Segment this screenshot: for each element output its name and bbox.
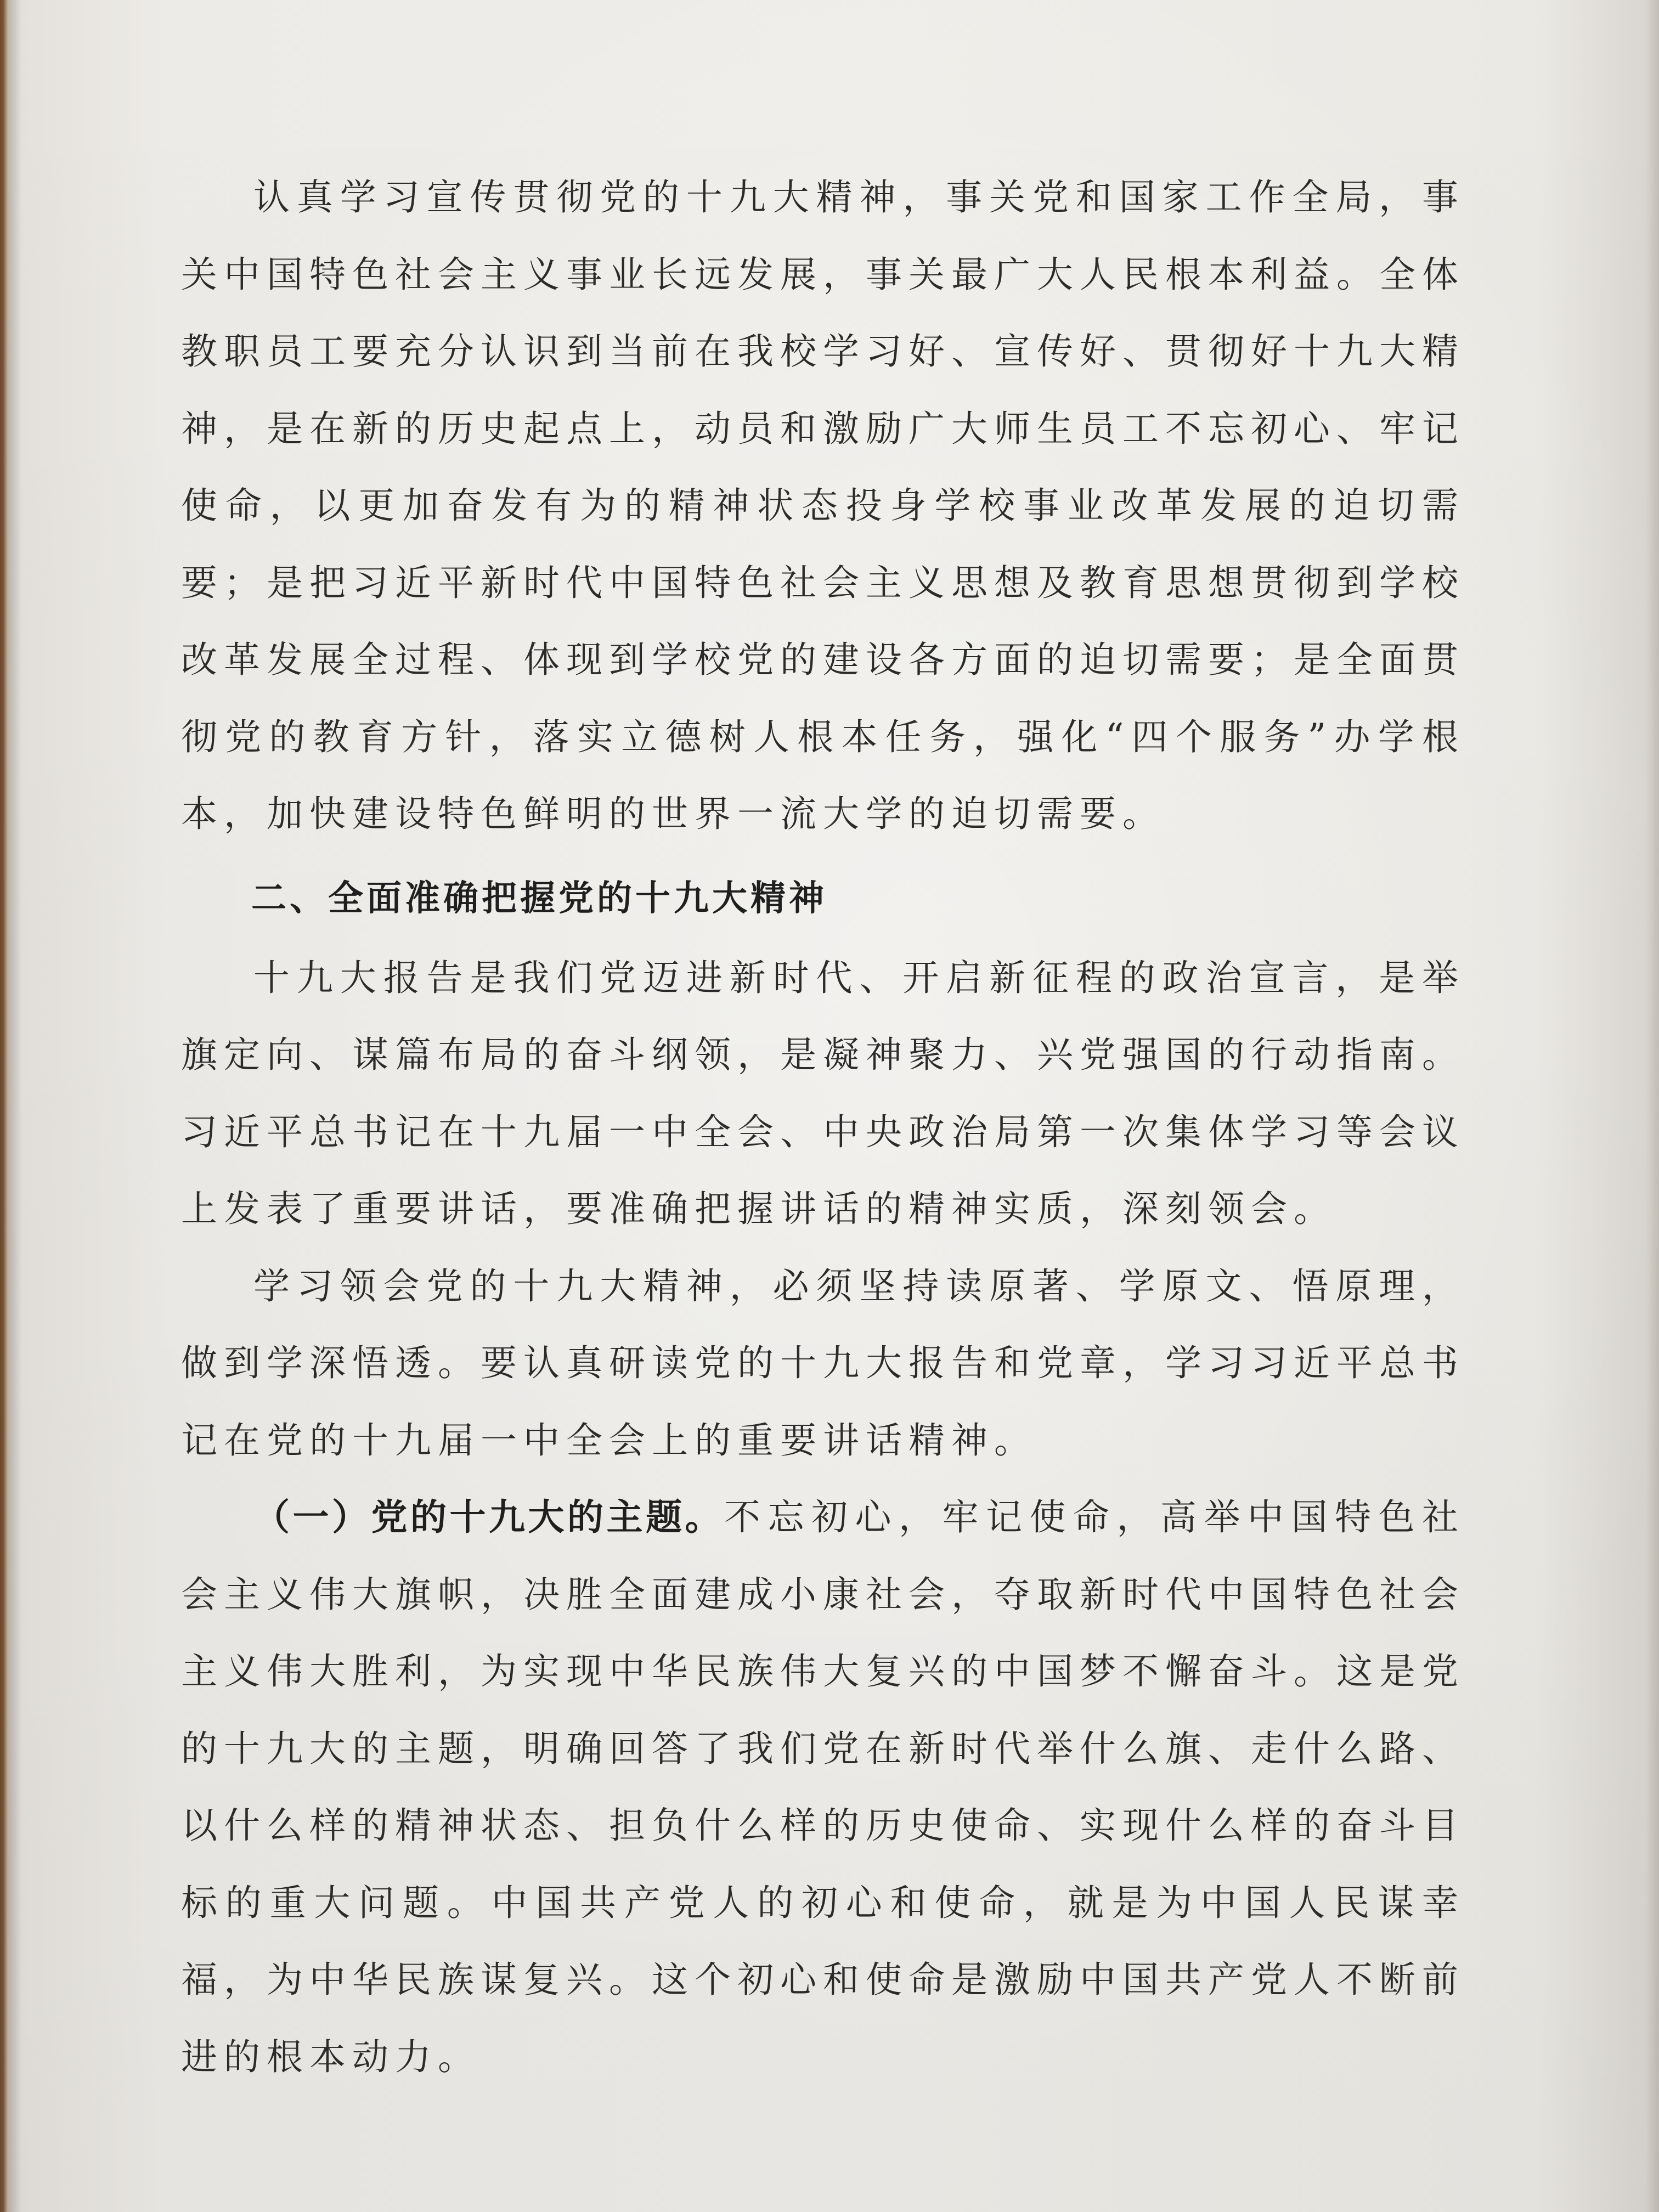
subsection-heading-1: （一）党的十九大的主题。 [253,1496,724,1538]
paragraph-4 [181,1479,1465,2096]
document-body [181,159,1465,2096]
paragraph-1: 认真学习宣传贯彻党的十九大精神，事关党和国家工作全局，事关中国特色社会主义事业长远发展，事关最广大人民根本利益。全体教职员工要充分认识到当前在我校学习好、宣传好、贯彻好十九大精神，是在新的历史起点上，动员和激励广大师生员工不忘初心、牢记使命，以更加奋发有为的精神状态投身学校事业改革发展的迫切需要；是把习近平新时代中国特色社会主义思想及教育思想贯彻到学校改革发展全过程、体现到学校党的建设各方面的迫切需要；是全面贯彻党的教育方针，落实立德树人根本任务，强化“四个服务”办学根本，加快建设特色鲜明的世界一流大学的迫切需要。 [181,176,1465,835]
section-heading-2: 二、全面准确把握党的十九大精神 [251,878,827,919]
paragraph-3: 学习领会党的十九大精神，必须坚持读原著、学原文、悟原理，做到学深悟透。要认真研读党的十九大报告和党章，学习习近平总书记在党的十九届一中全会上的重要讲话精神。 [181,1265,1465,1462]
paragraph-4-body: 不忘初心，牢记使命，高举中国特色社会主义伟大旗帜，决胜全面建成小康社会，夺取新时代中国特色社会主义伟大胜利，为实现中华民族伟大复兴的中国梦不懈奋斗。这是党的十九大的主题，明确回答了我们党在新时代举什么旗、走什么路、以什么样的精神状态、担负什么样的历史使命、实现什么样的奋斗目标的重大问题。中国共产党人的初心和使命，就是为中国人民谋幸福，为中华民族谋复兴。这个初心和使命是激励中国共产党人不断前进的根本动力。 [181,1496,1465,2078]
paragraph-2: 十九大报告是我们党迈进新时代、开启新征程的政治宣言，是举旗定向、谋篇布局的奋斗纲领，是凝神聚力、兴党强国的行动指南。习近平总书记在十九届一中全会、中央政治局第一次集体学习等会议上发表了重要讲话，要准确把握讲话的精神实质，深刻领会。 [181,956,1465,1230]
